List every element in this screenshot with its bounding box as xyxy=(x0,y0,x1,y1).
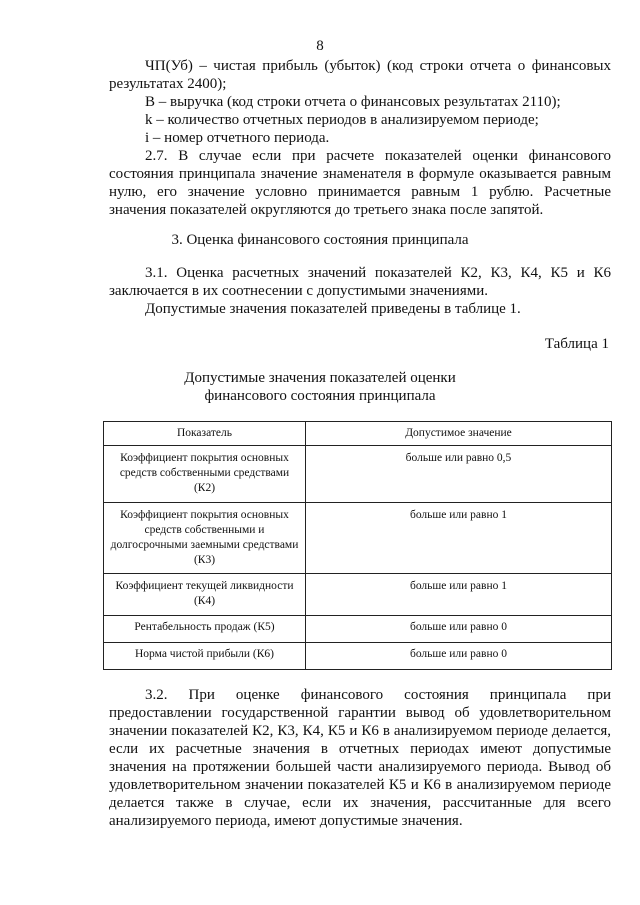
indicator-cell: Коэффициент покрытия основных средств собственными средствами (К2) xyxy=(104,446,306,503)
table-label: Таблица 1 xyxy=(544,336,609,352)
indicator-cell: Коэффициент текущей ликвидности (К4) xyxy=(104,574,306,616)
definitions-block xyxy=(109,57,611,219)
definition-net-profit: ЧП(Уб) – чистая прибыль (убыток) (код строки отчета о финансовых результатах 2400); xyxy=(109,58,611,92)
value-cell: больше или равно 0,5 xyxy=(306,446,612,503)
table-row xyxy=(104,616,612,643)
value-cell: больше или равно 0 xyxy=(306,643,612,670)
definition-period-count: k – количество отчетных периодов в анализируемом периоде; xyxy=(145,112,539,128)
header-allowed-value: Допустимое значение xyxy=(306,422,612,446)
section-3-2-block xyxy=(109,686,611,830)
paragraph-3-1-note: Допустимые значения показателей приведены в таблице 1. xyxy=(145,301,521,317)
table-row xyxy=(104,643,612,670)
page-number: 8 xyxy=(316,38,324,54)
paragraph-2-7: 2.7. В случае если при расчете показателей оценки финансового состояния принципала значение знаменателя в формуле оказывается равным нулю, его значение условно принимается равным 1 рублю. Расчетные значения показателей округляются до третьего знака после запятой. xyxy=(109,148,611,218)
header-indicator: Показатель xyxy=(104,422,306,446)
definition-period-number: i – номер отчетного периода. xyxy=(145,130,330,146)
indicator-cell: Рентабельность продаж (К5) xyxy=(104,616,306,643)
value-cell: больше или равно 1 xyxy=(306,574,612,616)
table-title-line-2: финансового состояния принципала xyxy=(204,388,436,404)
table-row xyxy=(104,503,612,574)
paragraph-3-2: 3.2. При оценке финансового состояния принципала при предоставлении государственной гарантии вывод об удовлетворительном значении показателей К2, К3, К4, К5 и К6 в анализируемом периоде делается, если их расчетные значения в отчетных периодах имеют допустимые значения на протяжении большей части анализируемого периода. Вывод об удовлетворительном значении показателей К5 и К6 в анализируемом периоде делается также в случае, если их значения, рассчитанные для всего анализируемого периода, имеют допустимые значения. xyxy=(109,687,611,829)
table-title-line-1: Допустимые значения показателей оценки xyxy=(184,370,456,386)
value-cell: больше или равно 1 xyxy=(306,503,612,574)
table-header-row xyxy=(104,422,612,446)
criteria-table xyxy=(103,421,612,670)
table-title xyxy=(0,369,640,405)
indicator-cell: Норма чистой прибыли (К6) xyxy=(104,643,306,670)
table-row xyxy=(104,574,612,616)
section-3-1-block xyxy=(109,264,611,318)
table-row xyxy=(104,446,612,503)
indicator-cell: Коэффициент покрытия основных средств собственными и долгосрочными заемными средствами (К3) xyxy=(104,503,306,574)
paragraph-3-1: 3.1. Оценка расчетных значений показателей К2, К3, К4, К5 и К6 заключается в их соотнесении с допустимыми значениями. xyxy=(109,265,611,299)
section-heading: 3. Оценка финансового состояния принципала xyxy=(171,232,469,248)
definition-revenue: В – выручка (код строки отчета о финансовых результатах 2110); xyxy=(145,94,561,110)
value-cell: больше или равно 0 xyxy=(306,616,612,643)
